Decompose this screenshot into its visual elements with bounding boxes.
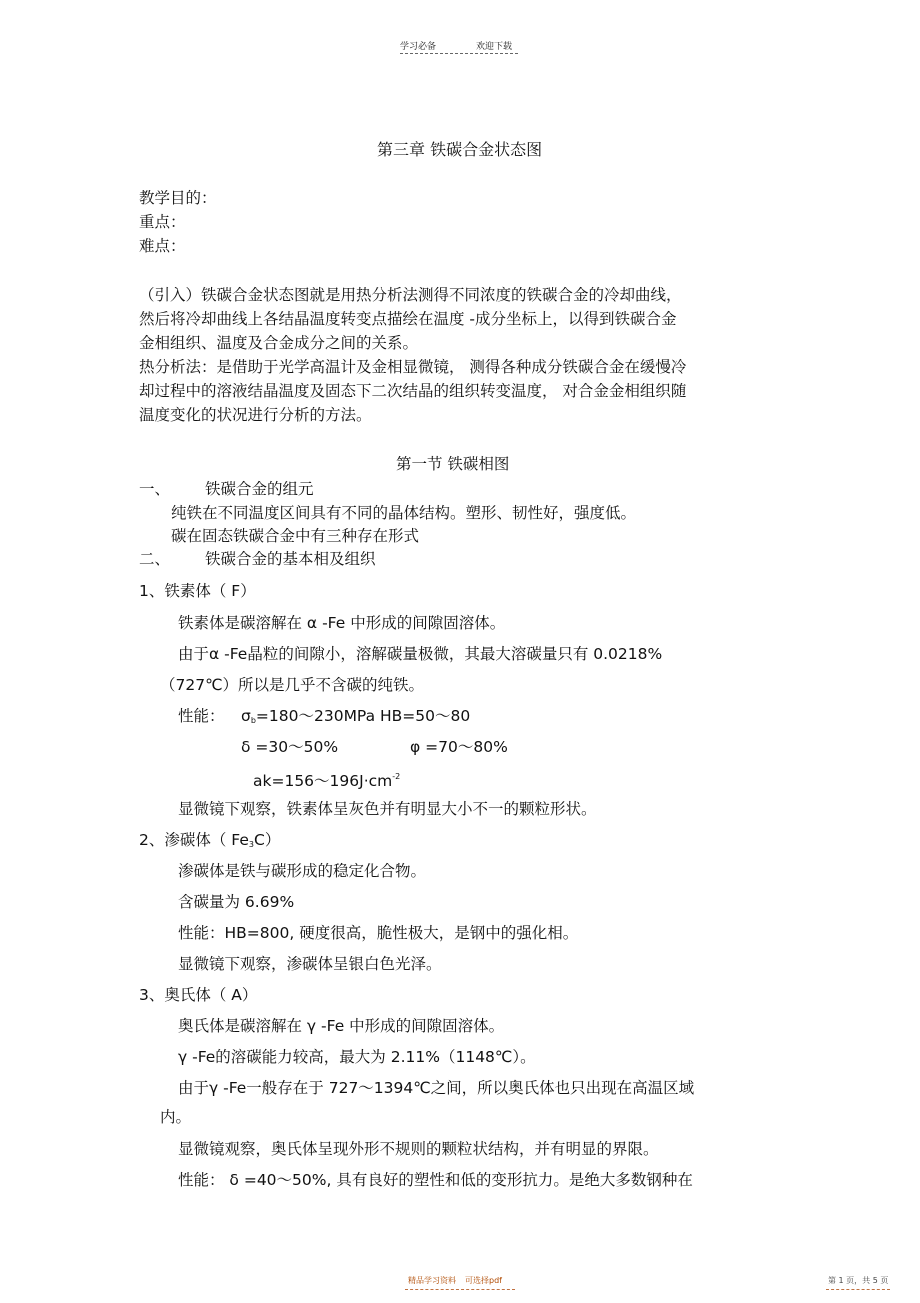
footer-mid: 可选择pdf <box>465 1276 502 1285</box>
ferrite-line: 由于α -Fe晶粒的间隙小，溶解碳量极微，其最大溶碳量只有 0.0218% <box>178 645 663 663</box>
difficulty-label: 难点： <box>139 237 186 255</box>
austenite-heading: 3、奥氏体（ A） <box>139 986 258 1004</box>
header-divider <box>400 53 518 54</box>
austenite-line: 显微镜观察，奥氏体呈现外形不规则的颗粒状结构，并有明显的界限。 <box>178 1140 659 1158</box>
cementite-heading <box>139 829 280 856</box>
austenite-line: 性能： δ =40～50%, 具有良好的塑性和低的变形抗力。是绝大多数钢种在 <box>178 1171 693 1189</box>
cementite-line: 显微镜下观察，渗碳体呈银白色光泽。 <box>178 955 442 973</box>
item-one-number: 一、 <box>139 480 171 498</box>
austenite-line: 奥氏体是碳溶解在 γ -Fe 中形成的间隙固溶体。 <box>178 1017 505 1035</box>
intro-line: 热分析法：是借助于光学高温计及金相显微镜， 测得各种成分铁碳合金在缓慢冷 <box>139 358 687 376</box>
ferrite-strength <box>241 705 470 732</box>
item-one-title: 铁碳合金的组元 <box>205 480 314 498</box>
ferrite-reduction: φ =70～80% <box>410 738 508 756</box>
ferrite-property-label: 性能： <box>178 707 225 725</box>
item-two-title: 铁碳合金的基本相及组织 <box>205 550 376 568</box>
item-one-line: 纯铁在不同温度区间具有不同的晶体结构。塑形、韧性好，强度低。 <box>171 504 637 522</box>
austenite-line: 由于γ -Fe一般存在于 727～1394℃之间，所以奥氏体也只出现在高温区域 <box>178 1079 695 1097</box>
impact-value: ak=156～196J·cm <box>253 772 393 790</box>
ferrite-impact <box>253 766 400 792</box>
cementite-line: 含碳量为 6.69% <box>178 893 295 911</box>
ferrite-heading: 1、铁素体（ F） <box>139 582 256 600</box>
footer-page-divider <box>826 1289 890 1290</box>
sigma-subscript: b <box>250 716 256 725</box>
impact-exponent: -2 <box>392 772 401 781</box>
austenite-line: 内。 <box>160 1108 192 1126</box>
austenite-line: γ -Fe的溶碳能力较高，最大为 2.11%（1148℃）。 <box>178 1048 536 1066</box>
objective-label: 教学目的： <box>139 189 217 207</box>
ferrite-microscopy: 显微镜下观察，铁素体呈灰色并有明显大小不一的颗粒形状。 <box>178 800 597 818</box>
intro-line: 金相组织、温度及合金成分之间的关系。 <box>139 334 419 352</box>
cementite-heading-text: 2、渗碳体（ Fe <box>139 831 249 849</box>
item-two-number: 二、 <box>139 550 171 568</box>
cementite-line: 渗碳体是铁与碳形成的稳定化合物。 <box>178 862 427 880</box>
key-point-label: 重点： <box>139 213 186 231</box>
chapter-title: 第三章 铁碳合金状态图 <box>377 140 543 159</box>
item-one-line: 碳在固态铁碳合金中有三种存在形式 <box>171 527 420 545</box>
cementite-line: 性能：HB=800, 硬度很高，脆性极大，是钢中的强化相。 <box>178 924 579 942</box>
intro-line: 温度变化的状况进行分析的方法。 <box>139 406 372 424</box>
cementite-heading-end: C） <box>254 831 281 849</box>
header-left: 学习必备 <box>400 42 437 52</box>
sigma-symbol: σ <box>241 707 251 725</box>
ferrite-elongation: δ =30～50% <box>241 738 339 756</box>
footer-left: 精品学习资料 <box>408 1276 456 1285</box>
intro-line: （引入）铁碳合金状态图就是用热分析法测得不同浓度的铁碳合金的冷却曲线， <box>139 286 682 304</box>
intro-line: 却过程中的溶液结晶温度及固态下二次结晶的组织转变温度， 对合金金相组织随 <box>139 382 687 400</box>
ferrite-line: （727℃）所以是几乎不含碳的纯铁。 <box>160 676 424 694</box>
section-title: 第一节 铁碳相图 <box>396 455 510 473</box>
ferrite-line: 铁素体是碳溶解在 α -Fe 中形成的间隙固溶体。 <box>178 614 506 632</box>
page-indicator: 第 1 页，共 5 页 <box>828 1276 889 1285</box>
header-right: 欢迎下载 <box>476 42 513 52</box>
cementite-subscript: 3 <box>248 840 254 849</box>
intro-line: 然后将冷却曲线上各结晶温度转变点描绘在温度 -成分坐标上，以得到铁碳合金 <box>139 310 677 328</box>
sigma-value: =180～230MPa HB=50～80 <box>255 707 471 725</box>
footer-divider <box>405 1289 515 1290</box>
